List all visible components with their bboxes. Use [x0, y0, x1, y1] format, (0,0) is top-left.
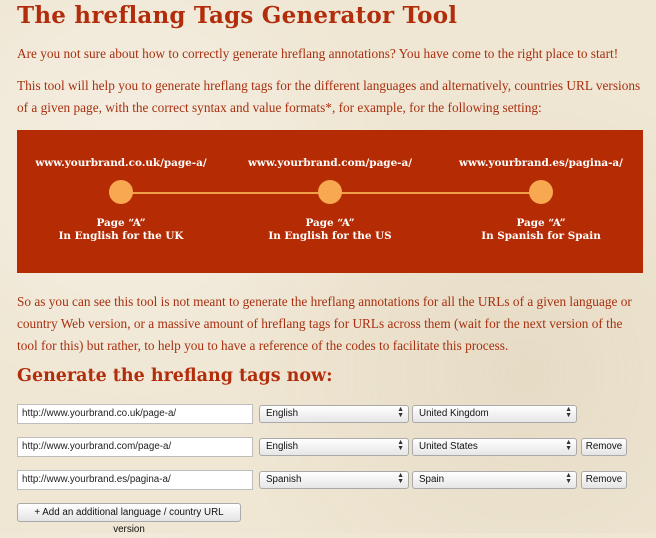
add-url-version-button[interactable]: + Add an additional language / country URL version	[17, 503, 241, 522]
generator-heading: Generate the hreflang tags now:	[17, 366, 333, 386]
language-select-value: English	[266, 441, 299, 452]
remove-button[interactable]: Remove	[581, 471, 627, 489]
url-input[interactable]: http://www.yourbrand.co.uk/page-a/	[17, 404, 253, 424]
url-input[interactable]: http://www.yourbrand.com/page-a/	[17, 437, 253, 457]
node-desc: In English for the UK	[58, 230, 184, 242]
select-arrows-icon: ▲ ▼	[397, 472, 404, 485]
language-select[interactable]	[259, 471, 409, 489]
remove-button[interactable]: Remove	[581, 438, 627, 456]
language-select[interactable]	[259, 405, 409, 423]
description-paragraph: This tool will help you to generate hreflang tags for the different languages and alternatively, countries URL versions of a given page, with the correct syntax and value formats*, for example, for the following setting:	[17, 78, 641, 115]
select-arrows-icon: ▲ ▼	[565, 439, 572, 452]
node-caption	[230, 217, 430, 243]
select-arrows-icon: ▲ ▼	[397, 439, 404, 452]
country-select-value: United States	[419, 441, 478, 452]
node-page: Page “A”	[305, 217, 355, 229]
language-select-value: English	[266, 408, 299, 419]
node-page: Page “A”	[516, 217, 566, 229]
node-desc: In Spanish for Spain	[481, 230, 601, 242]
select-arrows-icon: ▲ ▼	[565, 406, 572, 419]
node-url: www.yourbrand.es/pagina-a/	[459, 157, 623, 169]
node-page: Page “A”	[96, 217, 146, 229]
select-arrows-icon: ▲ ▼	[565, 472, 572, 485]
country-select[interactable]	[412, 438, 577, 456]
language-select-value: Spanish	[266, 474, 302, 485]
country-select[interactable]	[412, 471, 577, 489]
example-diagram	[17, 130, 643, 273]
country-select-value: Spain	[419, 474, 445, 485]
country-select-value: United Kingdom	[419, 408, 489, 419]
node-caption	[21, 217, 221, 243]
node-url: www.yourbrand.com/page-a/	[247, 157, 413, 169]
intro-paragraph: Are you not sure about how to correctly generate hreflang annotations? You have come to the right place to start!	[17, 46, 619, 61]
node-caption	[441, 217, 641, 243]
node-dot-icon	[109, 180, 133, 204]
language-select[interactable]	[259, 438, 409, 456]
node-url: www.yourbrand.co.uk/page-a/	[35, 157, 207, 169]
node-dot-icon	[529, 180, 553, 204]
country-select[interactable]	[412, 405, 577, 423]
node-dot-icon	[318, 180, 342, 204]
url-input[interactable]: http://www.yourbrand.es/pagina-a/	[17, 470, 253, 490]
select-arrows-icon: ▲ ▼	[397, 406, 404, 419]
node-desc: In English for the US	[268, 230, 392, 242]
explanation-paragraph: So as you can see this tool is not meant to generate the hreflang annotations for all the URLs of a given language or country Web version, or a massive amount of hreflang tags for URLs across them (wait for the next version of the tool for this) but rather, to help you to have a reference of the codes to facilitate this process.	[17, 294, 632, 353]
page-title: The hreflang Tags Generator Tool	[17, 2, 458, 29]
